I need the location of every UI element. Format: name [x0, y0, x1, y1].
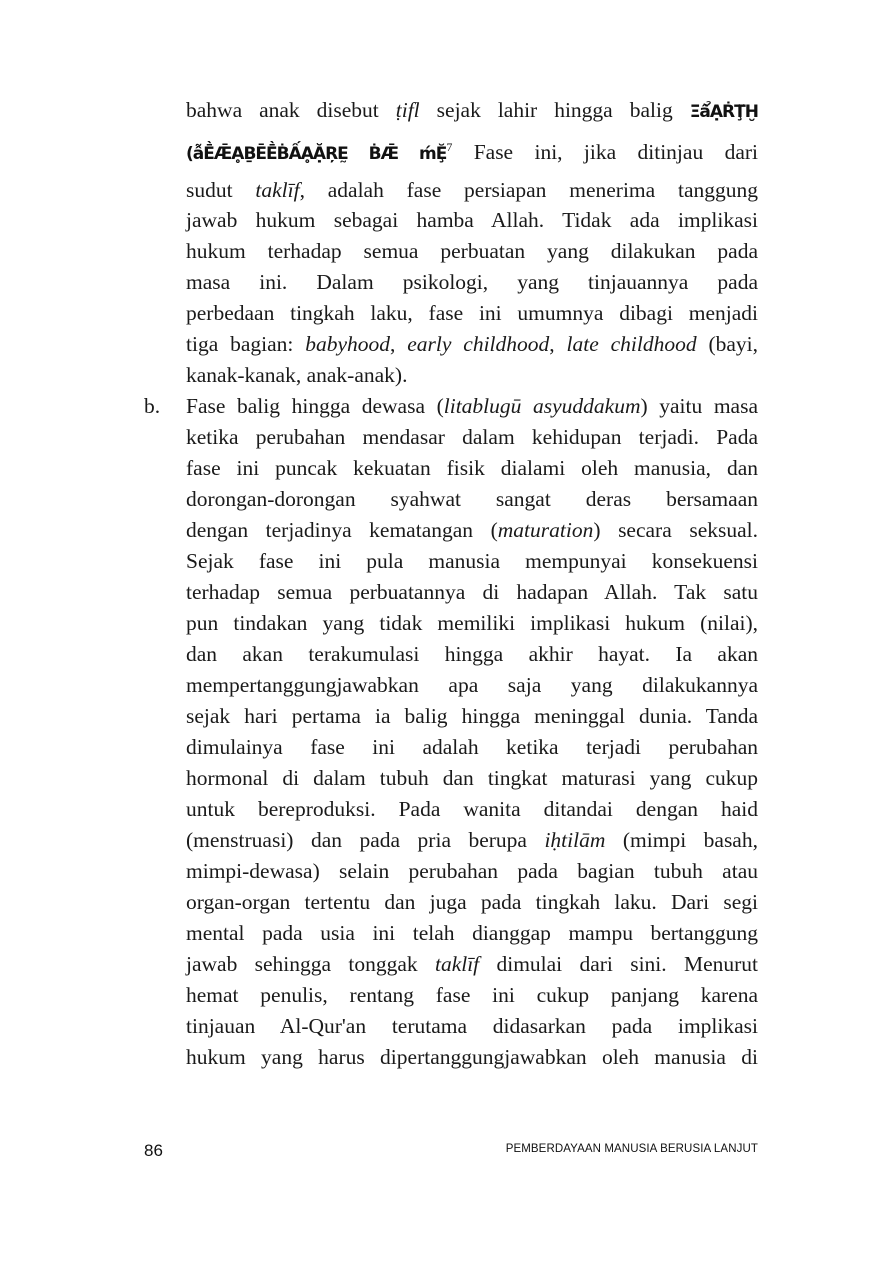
text-line	[186, 825, 758, 855]
text-line: masa ini. Dalam psikologi, yang tinjauannya pada	[186, 270, 758, 294]
text-line	[186, 95, 758, 127]
running-footer-title: PEMBERDAYAAN MANUSIA BERUSIA LANJUT	[505, 1143, 758, 1155]
text-line: mental pada usia ini telah dianggap mampu bertanggung	[186, 921, 758, 945]
text-line: dimulainya fase ini adalah ketika terjadi perubahan	[186, 735, 758, 759]
text-line	[186, 329, 758, 359]
text-line: pun tindakan yang tidak memiliki implikasi hukum (nilai),	[186, 611, 758, 635]
text-line	[186, 391, 758, 421]
italic-term: early childhood	[407, 332, 550, 356]
text-run: , adalah fase persiapan menerima tanggung	[299, 178, 758, 202]
text-line: perbedaan tingkah laku, fase ini umumnya dibagi menjadi	[186, 301, 758, 325]
italic-term: taklīf	[255, 178, 300, 202]
text-line	[186, 175, 758, 205]
italic-term: ṭifl	[395, 98, 420, 122]
text-line: kanak-kanak, anak-anak).	[186, 363, 408, 387]
footnote-marker[interactable]: 7	[446, 139, 453, 154]
text-line: mimpi-dewasa) selain perubahan pada bagian tubuh atau	[186, 859, 758, 883]
text-line: hukum terhadap semua perbuatan yang dilakukan pada	[186, 239, 758, 263]
text-line: tinjauan Al-Qur'an terutama didasarkan pada implikasi	[186, 1014, 758, 1038]
text-run: ,	[549, 332, 567, 356]
italic-term: iḥtilām	[544, 828, 606, 852]
italic-term: maturation	[497, 518, 594, 542]
text-line	[186, 515, 758, 545]
text-line: untuk bereproduksi. Pada wanita ditandai dengan haid	[186, 797, 758, 821]
text-run: ) yaitu masa	[640, 394, 759, 418]
text-line: fase ini puncak kekuatan fisik dialami oleh manusia, dan	[186, 456, 758, 480]
text-run: (menstruasi) dan pada pria berupa	[186, 828, 545, 852]
text-run: bahwa anak disebut	[186, 98, 396, 122]
garbled-arabic-text: Ξẩ̌ẠṘŢ̆Ḫ	[689, 102, 758, 122]
text-line: dorongan-dorongan syahwat sangat deras bersamaan	[186, 487, 758, 511]
text-run: dengan terjadinya kematangan (	[186, 518, 498, 542]
italic-term: litablugū asyuddakum	[443, 394, 641, 418]
page-number: 86	[144, 1141, 163, 1160]
list-marker: b.	[144, 394, 161, 418]
text-line: terhadap semua perbuatannya di hadapan Allah. Tak satu	[186, 580, 758, 604]
text-run: sejak lahir hingga balig	[419, 98, 690, 122]
text-line: sejak hari pertama ia balig hingga meninggal dunia. Tanda	[186, 704, 758, 728]
text-line: hemat penulis, rentang fase ini cukup panjang karena	[186, 983, 758, 1007]
text-run: (mimpi basah,	[605, 828, 758, 852]
text-run: ,	[390, 332, 408, 356]
text-run: sudut	[186, 178, 256, 202]
text-line: ketika perubahan mendasar dalam kehidupan terjadi. Pada	[186, 425, 758, 449]
text-line: hukum yang harus dipertanggungjawabkan oleh manusia di	[186, 1045, 758, 1069]
italic-term: taklīf	[434, 952, 480, 976]
text-run: Fase ini, jika ditinjau dari	[452, 140, 758, 164]
text-line: hormonal di dalam tubuh dan tingkat maturasi yang cukup	[186, 766, 758, 790]
text-run: (bayi,	[696, 332, 759, 356]
italic-term: late childhood	[566, 332, 697, 356]
text-line: mempertanggungjawabkan apa saja yang dilakukannya	[186, 673, 758, 697]
text-run: dimulai dari sini. Menurut	[479, 952, 758, 976]
garbled-arabic-text: (ẫḔǢḀḆĒḔḂẤḀẶŖḚ ḂǢ ḿḜ	[186, 144, 447, 164]
text-run: jawab sehingga tonggak	[186, 952, 435, 976]
text-line: organ-organ tertentu dan juga pada tingkah laku. Dari segi	[186, 890, 758, 914]
text-run: ) secara seksual.	[593, 518, 758, 542]
text-run: tiga bagian:	[186, 332, 306, 356]
text-line	[186, 949, 758, 979]
text-line: Sejak fase ini pula manusia mempunyai konsekuensi	[186, 549, 758, 573]
italic-term: babyhood	[305, 332, 391, 356]
text-line: jawab hukum sebagai hamba Allah. Tidak ada implikasi	[186, 208, 758, 232]
text-line	[186, 137, 758, 169]
text-run: Fase balig hingga dewasa (	[186, 394, 444, 418]
text-line: dan akan terakumulasi hingga akhir hayat. Ia akan	[186, 642, 758, 666]
